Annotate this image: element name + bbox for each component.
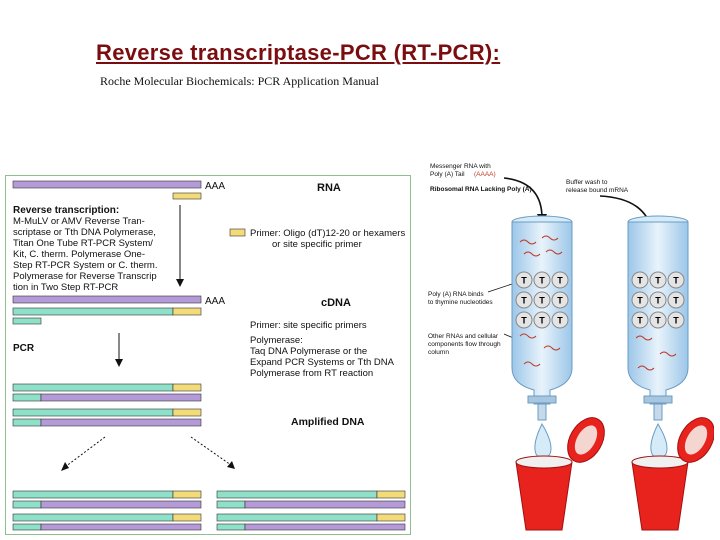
thymine-bead-label: T <box>539 275 545 286</box>
cdna-label: cDNA <box>321 297 351 309</box>
column-left <box>512 216 572 404</box>
rt-heading: Reverse transcription: <box>13 205 120 216</box>
rna-strand-2 <box>13 296 201 303</box>
thymine-bead-label: T <box>655 295 661 306</box>
thymine-bead-label: T <box>673 315 679 326</box>
page-title: Reverse transcriptase-PCR (RT-PCR): <box>96 40 501 65</box>
other-label-1: Other RNAs and cellular <box>428 333 499 340</box>
rt-line-2: Titan One Tube RT-PCR System/ <box>13 238 153 249</box>
polymerase-line-2: Expand PCR Systems or Tth DNA <box>250 357 394 368</box>
pcr-heading: PCR <box>13 343 35 354</box>
mrna-label-1: Messenger RNA with <box>430 163 491 170</box>
thymine-bead-label: T <box>521 315 527 326</box>
primer-legend-swatch <box>230 229 245 236</box>
thymine-bead-label: T <box>655 275 661 286</box>
rna-label: RNA <box>317 182 341 194</box>
page-subtitle: Roche Molecular Biochemicals: PCR Application Manual <box>100 74 379 88</box>
thymine-bead-label: T <box>557 275 563 286</box>
site-primer <box>13 318 41 324</box>
rt-line-6: tion in Two Step RT-PCR <box>13 282 119 293</box>
tube-left <box>516 411 612 530</box>
rt-line-3: Kit, C. therm. Polymerase One- <box>13 249 145 260</box>
polymerase-line-0: Polymerase: <box>250 335 303 346</box>
rt-line-4: Step RT-PCR System or C. therm. <box>13 260 158 271</box>
polya-tail-label-2: AAA <box>205 296 226 307</box>
thymine-bead-label: T <box>557 315 563 326</box>
buffer-label-2: release bound mRNA <box>566 187 629 194</box>
thymine-bead-label: T <box>637 315 643 326</box>
buffer-label-1: Buffer wash to <box>566 179 608 186</box>
cdna-strand <box>13 308 173 315</box>
polymerase-line-1: Taq DNA Polymerase or the <box>250 346 368 357</box>
binds-label-2: to thymine nucleotides <box>428 299 493 306</box>
primer-annealed <box>173 193 201 199</box>
rna-strand <box>13 181 201 188</box>
rt-line-0: M-MuLV or AMV Reverse Tran- <box>13 216 145 227</box>
primer-note-2: or site specific primer <box>272 239 362 250</box>
ribosomal-label: Ribosomal RNA Lacking Poly (A) <box>430 186 532 193</box>
thymine-bead-label: T <box>637 295 643 306</box>
thymine-bead-label: T <box>521 275 527 286</box>
mrna-column-purification <box>424 158 714 538</box>
drop-right <box>651 424 667 459</box>
thymine-bead-label: T <box>655 315 661 326</box>
rt-pcr-scheme <box>5 175 411 535</box>
stopcock-left <box>528 396 556 420</box>
stopcock-right <box>644 396 672 420</box>
mrna-tail: (AAAA) <box>474 171 496 178</box>
primer-note-site: Primer: site specific primers <box>250 320 367 331</box>
polymerase-line-3: Polymerase from RT reaction <box>250 368 374 379</box>
other-label-3: column <box>428 349 449 356</box>
mrna-arrow <box>504 178 542 218</box>
thymine-bead-label: T <box>539 295 545 306</box>
other-label-2: components flow through <box>428 341 501 348</box>
primer-note: Primer: Oligo (dT)12-20 or hexamers <box>250 228 406 239</box>
tube-right <box>632 411 714 530</box>
thymine-bead-label: T <box>539 315 545 326</box>
rt-line-1: scriptase or Tth DNA Polymerase, <box>13 227 156 238</box>
thymine-bead-label: T <box>673 295 679 306</box>
drop-left <box>535 424 551 459</box>
mrna-label-2: Poly (A) Tail <box>430 171 465 178</box>
thymine-bead-label: T <box>637 275 643 286</box>
cdna-primer <box>173 308 201 315</box>
thymine-bead-label: T <box>521 295 527 306</box>
thymine-bead-label: T <box>673 275 679 286</box>
rt-line-5: Polymerase for Reverse Transcrip <box>13 271 157 282</box>
thymine-bead-label: T <box>557 295 563 306</box>
column-right <box>628 216 688 404</box>
amplified-dna-label: Amplified DNA <box>291 416 365 428</box>
binds-label-1: Poly (A) RNA binds <box>428 291 484 298</box>
polya-tail-label: AAA <box>205 181 226 192</box>
